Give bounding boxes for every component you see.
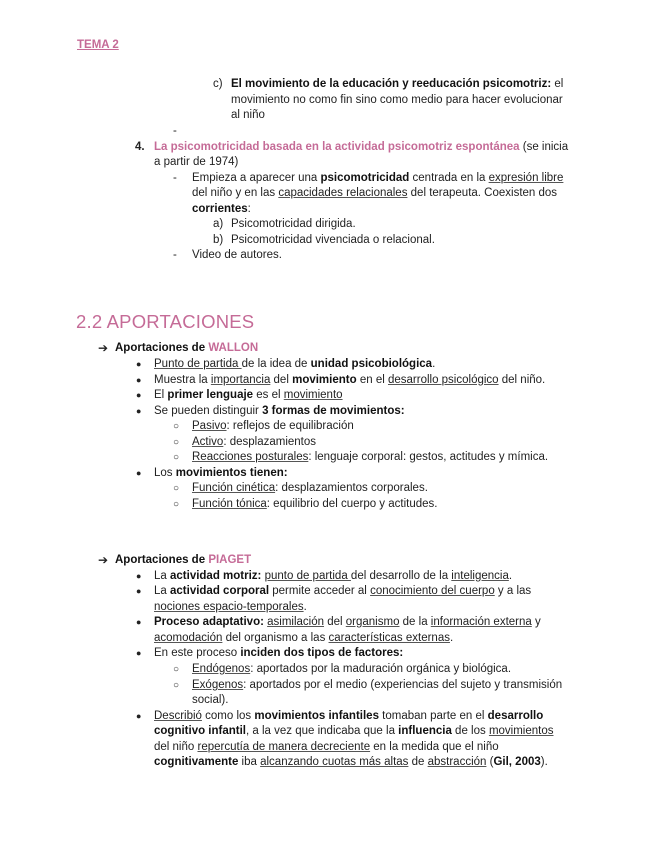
bullet-icon: ● (136, 406, 142, 416)
sub-item-b: Psicomotricidad vivenciada o relacional. (231, 234, 435, 246)
list-marker-c: c) (213, 78, 223, 90)
bullet-icon: ● (136, 571, 142, 581)
piaget-heading: Aportaciones de PIAGET (115, 554, 252, 566)
item-4-line2: a partir de 1974) (154, 156, 239, 168)
item-4-title: La psicomotricidad basada en la actividad psicomotriz espontánea (154, 141, 520, 153)
circle-bullet-icon: ○ (173, 680, 180, 691)
item-c-line2: movimiento no como fin sino como medio para hacer evolucionar (231, 94, 563, 106)
piaget-bullet-5-line2: cognitivo infantil, a la vez que indicaba que la influencia de los movimientos (154, 725, 554, 737)
empty-dash-item: - (173, 125, 177, 137)
arrow-icon: ➔ (98, 341, 109, 355)
circle-bullet-icon: ○ (173, 452, 180, 463)
page-header-title: TEMA 2 (77, 39, 119, 51)
item-c-line1 (231, 77, 563, 93)
wallon-sub-3: Reacciones posturales: lenguaje corporal: gestos, actitudes y mímica. (192, 451, 549, 463)
dash-marker-2: - (173, 249, 177, 261)
bullet-icon: ● (136, 648, 142, 658)
sub1-line2: del niño y en las capacidades relacionales del terapeuta. Coexisten dos (192, 187, 558, 199)
piaget-sub-2-line1: Exógenos: aportados por el medio (experiencias del sujeto y transmisión (192, 679, 563, 691)
item-c-line3: al niño (231, 109, 265, 121)
arrow-icon: ➔ (98, 553, 109, 567)
piaget-bullet-3-line1: Proceso adaptativo: asimilación del organismo de la información externa y (154, 616, 541, 628)
piaget-sub-1: Endógenos: aportados por la maduración orgánica y biológica. (192, 663, 512, 675)
bullet-icon: ● (136, 359, 142, 369)
wallon-sub-5: Función tónica: equilibrio del cuerpo y actitudes. (192, 498, 438, 510)
list-marker-b: b) (213, 234, 224, 246)
piaget-sub-2-line2: social). (192, 694, 229, 706)
sub1-line3: corrientes: (192, 203, 251, 215)
item-c-text: el (551, 78, 564, 90)
wallon-heading: Aportaciones de WALLON (115, 342, 259, 354)
bullet-icon: ● (136, 711, 142, 721)
circle-bullet-icon: ○ (173, 483, 180, 494)
wallon-bullet-1: Punto de partida de la idea de unidad psicobiológica. (154, 358, 436, 370)
wallon-sub-1: Pasivo: reflejos de equilibración (192, 420, 354, 432)
item-4-rest: (se inicia (519, 141, 569, 153)
list-number-4: 4. (135, 141, 145, 153)
bullet-icon: ● (136, 468, 142, 478)
sub-item-a: Psicomotricidad dirigida. (231, 218, 356, 230)
sub1-line1: Empieza a aparecer una psicomotricidad centrada en la expresión libre (192, 172, 564, 184)
piaget-bullet-4: En este proceso inciden dos tipos de factores: (154, 647, 404, 659)
piaget-bullet-5-line3: del niño repercutía de manera decreciente en la medida que el niño (154, 741, 499, 753)
bullet-icon: ● (136, 390, 142, 400)
circle-bullet-icon: ○ (173, 664, 180, 675)
item-c-bold: El movimiento de la educación y reeducación psicomotriz: (231, 78, 552, 90)
circle-bullet-icon: ○ (173, 437, 180, 448)
piaget-bullet-1: La actividad motriz: punto de partida del desarrollo de la inteligencia. (154, 570, 513, 582)
circle-bullet-icon: ○ (173, 421, 180, 432)
piaget-bullet-2-line2: nociones espacio-temporales. (154, 601, 307, 613)
bullet-icon: ● (136, 617, 142, 627)
piaget-bullet-2-line1: La actividad corporal permite acceder al conocimiento del cuerpo y a las (154, 585, 532, 597)
piaget-bullet-5-line1: Describió como los movimientos infantiles tomaban parte en el desarrollo (154, 710, 544, 722)
bullet-icon: ● (136, 375, 142, 385)
item-4-line1 (154, 140, 568, 156)
wallon-sub-2: Activo: desplazamientos (192, 436, 317, 448)
wallon-bullet-4: Se pueden distinguir 3 formas de movimientos: (154, 405, 405, 417)
dash-marker-1: - (173, 172, 177, 184)
piaget-bullet-3-line2: acomodación del organismo a las características externas. (154, 632, 454, 644)
piaget-bullet-5-line4: cognitivamente iba alcanzando cuotas más altas de abstracción (Gil, 2003). (154, 756, 548, 768)
section-heading: 2.2 APORTACIONES (76, 311, 255, 332)
sub2-text: Video de autores. (192, 249, 282, 261)
circle-bullet-icon: ○ (173, 499, 180, 510)
wallon-bullet-2: Muestra la importancia del movimiento en el desarrollo psicológico del niño. (154, 374, 546, 386)
list-marker-a: a) (213, 218, 224, 230)
wallon-bullet-3: El primer lenguaje es el movimiento (154, 389, 343, 401)
bullet-icon: ● (136, 586, 142, 596)
wallon-bullet-5: Los movimientos tienen: (154, 467, 288, 479)
wallon-sub-4: Función cinética: desplazamientos corporales. (192, 482, 428, 494)
